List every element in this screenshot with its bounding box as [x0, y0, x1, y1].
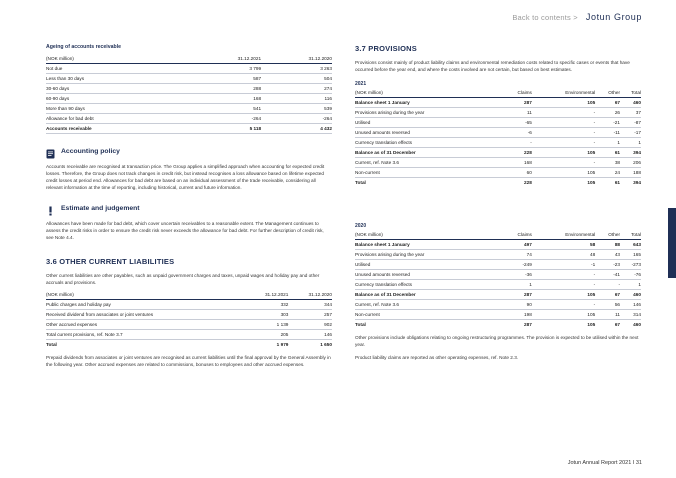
- table-cell: 1 139: [245, 320, 289, 330]
- table-cell: 105: [532, 148, 595, 158]
- table-cell: 394: [633, 179, 641, 185]
- table-cell: 61: [614, 179, 621, 185]
- table-cell: 38: [595, 158, 620, 168]
- table-header-row: [355, 90, 641, 98]
- table-row: [355, 300, 641, 310]
- table-cell: Current, ref. Note 3.6: [355, 300, 502, 310]
- table-cell: -: [532, 158, 595, 168]
- table-cell: -: [595, 280, 620, 290]
- year-2020-label: 2020: [355, 223, 367, 229]
- table-cell: 539: [261, 104, 332, 114]
- table-header-row: [355, 232, 641, 240]
- table-cell: 3 799: [190, 64, 261, 74]
- back-to-contents-link[interactable]: Back to contents >: [512, 12, 578, 22]
- table-cell: 37: [620, 108, 641, 118]
- table-row: [355, 250, 641, 260]
- table-cell: -87: [620, 118, 641, 128]
- table-cell: 1: [595, 138, 620, 148]
- column-header: 31.12.2020: [288, 292, 332, 300]
- table-cell: -: [532, 138, 595, 148]
- table-cell: 287: [524, 321, 532, 327]
- table-header-row: [46, 56, 332, 64]
- table-cell: 902: [288, 320, 332, 330]
- column-header: Other: [595, 90, 620, 98]
- table-cell: -76: [620, 270, 641, 280]
- table-cell: -17: [620, 128, 641, 138]
- table-cell: 146: [288, 330, 332, 340]
- table-cell: -264: [190, 114, 261, 124]
- exclamation-icon: [46, 203, 55, 213]
- column-header: (NOK million): [46, 292, 245, 300]
- table-cell: 105: [587, 321, 596, 327]
- provisions-heading: 3.7 PROVISIONS: [355, 44, 417, 53]
- provisions-note-1: Other provisions include obligations relating to ongoing restructuring programmes. The provision is expected to be utilised within the next year.: [355, 335, 639, 347]
- column-header: Other: [595, 232, 620, 240]
- table-cell: 105: [587, 179, 596, 185]
- column-header: Claims: [502, 232, 532, 240]
- table-cell: 48: [532, 250, 595, 260]
- left-column: [46, 44, 332, 374]
- table-cell: 587: [190, 74, 261, 84]
- table-cell: -273: [620, 260, 641, 270]
- table-cell: Non-current: [355, 310, 502, 320]
- table-cell: Received dividend from associates or joint ventures: [46, 310, 245, 320]
- accounting-policy-label: Accounting policy: [61, 147, 120, 155]
- table-cell: Total: [46, 341, 57, 347]
- table-cell: 394: [620, 148, 641, 158]
- provisions-intro: Provisions consist mainly of product liability claims and environmental remediation costs related to specific cases or events that have occurred before the year end, and where the costs involved are not certain, but based on best estimates.: [355, 60, 630, 72]
- table-cell: 460: [633, 321, 641, 327]
- ageing-table: [46, 56, 332, 134]
- column-header: Environmental: [532, 90, 595, 98]
- table-cell: -65: [502, 118, 532, 128]
- table-cell: 58: [532, 240, 595, 250]
- estimate-text: Allowances have been made for bad debt, which cover uncertain receivables to a reasonable extent. The Management continues to assess the credit risks in order to ensure the credit risk never exceeds the allowance for bad debt. For further description of credit risk, see Note 4.4.: [46, 221, 324, 240]
- table-cell: 168: [190, 94, 261, 104]
- brand-logo: Jotun Group: [585, 12, 642, 22]
- estimate-label: Estimate and judgement: [61, 204, 140, 212]
- table-cell: Utilised: [355, 260, 502, 270]
- table-cell: 228: [524, 179, 532, 185]
- table-cell: More than 90 days: [46, 104, 190, 114]
- table-cell: 332: [245, 300, 289, 310]
- column-header: Environmental: [532, 232, 595, 240]
- top-navigation: [512, 12, 642, 22]
- table-cell: 643: [620, 240, 641, 250]
- accounting-policy-text: Accounts receivable are recognised at transaction price. The Group applies a simplified approach when accounting for expected credit losses. Therefore, the Group does not track changes in credit risk, but instead recognises a loss allowance based on lifetime expected credit losses at period end. Allowances for bad debt are based on an individual assessment of the trade receivable, considering all relevant information at the time of reporting, including historical, current and future information.: [46, 164, 325, 190]
- table-row: [46, 330, 332, 340]
- table-cell: Non-current: [355, 168, 502, 178]
- table-cell: 1: [620, 280, 641, 290]
- table-cell: 74: [502, 250, 532, 260]
- table-cell: -36: [502, 270, 532, 280]
- table-cell: Less than 30 days: [46, 74, 190, 84]
- table-row: [46, 64, 332, 74]
- table-cell: -1: [532, 260, 595, 270]
- table-cell: 274: [261, 84, 332, 94]
- table-cell: 206: [620, 158, 641, 168]
- table-cell: Allowance for bad debt: [46, 114, 190, 124]
- book-icon: [46, 146, 55, 156]
- table-header-row: [46, 292, 332, 300]
- accounting-policy-header: [46, 146, 332, 156]
- table-cell: 504: [261, 74, 332, 84]
- table-cell: -6: [502, 128, 532, 138]
- other-liabilities-intro: Other current liabilities are other payables, such as unpaid government charges and taxes, unpaid wages and holiday pay and other accruals and provisions.: [46, 273, 320, 285]
- table-cell: 105: [532, 290, 595, 300]
- table-cell: -: [502, 138, 532, 148]
- table-cell: 4 432: [261, 124, 332, 134]
- table-cell: Balance sheet 1 January: [355, 98, 502, 108]
- table-cell: 61: [595, 148, 620, 158]
- table-cell: Unused amounts reversed: [355, 128, 502, 138]
- right-column: [355, 44, 641, 367]
- column-header: (NOK million): [355, 232, 502, 240]
- table-cell: Provisions arising during the year: [355, 108, 502, 118]
- ageing-title: Ageing of accounts receivable: [46, 44, 121, 50]
- table-row: [355, 270, 641, 280]
- table-cell: -23: [595, 260, 620, 270]
- table-row: [355, 168, 641, 178]
- table-cell: 287: [502, 98, 532, 108]
- table-cell: 541: [190, 104, 261, 114]
- table-row: [355, 138, 641, 148]
- table-cell: Public charges and holiday pay: [46, 300, 245, 310]
- table-row: [46, 310, 332, 320]
- table-cell: 105: [532, 310, 595, 320]
- table-cell: 67: [595, 98, 620, 108]
- table-row: [355, 240, 641, 250]
- table-cell: 460: [620, 98, 641, 108]
- column-header: Total: [620, 232, 641, 240]
- table-cell: Total current provisions, ref. Note 3.7: [46, 330, 245, 340]
- table-row: [355, 148, 641, 158]
- table-cell: 1 650: [320, 341, 332, 347]
- table-cell: 198: [502, 310, 532, 320]
- table-cell: -264: [261, 114, 332, 124]
- table-cell: 303: [245, 310, 289, 320]
- table-cell: Unused amounts reversed: [355, 270, 502, 280]
- table-row: [46, 340, 332, 350]
- table-row: [355, 98, 641, 108]
- table-cell: 146: [620, 300, 641, 310]
- table-cell: Currency translation effects: [355, 138, 502, 148]
- table-cell: -: [532, 118, 595, 128]
- table-cell: 105: [532, 98, 595, 108]
- table-row: [355, 310, 641, 320]
- column-header: Claims: [502, 90, 532, 98]
- provisions-2021-table: [355, 90, 641, 187]
- table-cell: 90: [502, 300, 532, 310]
- estimate-header: [46, 203, 332, 213]
- table-cell: 11: [595, 310, 620, 320]
- column-header: (NOK million): [355, 90, 502, 98]
- table-cell: 344: [288, 300, 332, 310]
- table-cell: Balance as of 31 December: [355, 290, 502, 300]
- table-row: [46, 84, 332, 94]
- table-row: [46, 124, 332, 134]
- column-header: Total: [620, 90, 641, 98]
- table-cell: Balance sheet 1 January: [355, 240, 502, 250]
- table-cell: -41: [595, 270, 620, 280]
- table-row: [355, 178, 641, 188]
- table-row: [46, 104, 332, 114]
- column-header: (NOK million): [46, 56, 190, 64]
- table-cell: 1: [502, 280, 532, 290]
- other-liabilities-table: [46, 292, 332, 349]
- table-cell: Provisions arising during the year: [355, 250, 502, 260]
- table-row: [355, 128, 641, 138]
- other-liabilities-heading: 3.6 OTHER CURRENT LIABILITIES: [46, 257, 175, 266]
- column-header: 31.12.2021: [245, 292, 289, 300]
- table-cell: 24: [595, 168, 620, 178]
- table-cell: 88: [595, 240, 620, 250]
- table-cell: 105: [532, 168, 595, 178]
- year-2021-label: 2021: [355, 81, 367, 87]
- table-cell: Other accrued expenses: [46, 320, 245, 330]
- provisions-note-2: Product liability claims are reported as other operating expenses, ref. Note 2.3.: [355, 355, 519, 360]
- table-cell: 60-90 days: [46, 94, 190, 104]
- table-row: [46, 300, 332, 310]
- table-cell: Utilised: [355, 118, 502, 128]
- table-cell: 60: [502, 168, 532, 178]
- table-cell: 257: [288, 310, 332, 320]
- column-header: 31.12.2021: [190, 56, 261, 64]
- table-cell: 205: [245, 330, 289, 340]
- table-cell: 3 263: [261, 64, 332, 74]
- table-cell: 116: [261, 94, 332, 104]
- table-cell: 314: [620, 310, 641, 320]
- table-row: [46, 74, 332, 84]
- table-cell: 1: [620, 138, 641, 148]
- table-cell: Total: [355, 321, 366, 327]
- table-row: [355, 118, 641, 128]
- table-row: [46, 114, 332, 124]
- table-row: [355, 108, 641, 118]
- table-cell: 188: [620, 168, 641, 178]
- table-cell: 56: [595, 300, 620, 310]
- table-cell: 460: [620, 290, 641, 300]
- page-footer: Jotun Annual Report 2021 I 31: [567, 460, 642, 466]
- table-cell: Total: [355, 179, 366, 185]
- table-row: [46, 94, 332, 104]
- table-cell: 43: [595, 250, 620, 260]
- table-cell: -: [532, 300, 595, 310]
- table-cell: Not due: [46, 64, 190, 74]
- provisions-2020-table: [355, 232, 641, 329]
- table-cell: 497: [502, 240, 532, 250]
- table-cell: 168: [502, 158, 532, 168]
- table-cell: 67: [614, 321, 621, 327]
- table-cell: 67: [595, 290, 620, 300]
- side-tab[interactable]: [668, 208, 676, 278]
- table-cell: -11: [595, 128, 620, 138]
- table-row: [355, 320, 641, 330]
- table-row: [355, 158, 641, 168]
- table-cell: -249: [502, 260, 532, 270]
- table-cell: 26: [595, 108, 620, 118]
- table-row: [355, 290, 641, 300]
- table-cell: 228: [502, 148, 532, 158]
- table-cell: 30-60 days: [46, 84, 190, 94]
- table-cell: 1 979: [276, 341, 289, 347]
- table-cell: -: [532, 280, 595, 290]
- table-cell: 165: [620, 250, 641, 260]
- table-row: [46, 320, 332, 330]
- table-row: [355, 260, 641, 270]
- table-cell: Current, ref. Note 3.6: [355, 158, 502, 168]
- table-cell: -: [532, 128, 595, 138]
- table-cell: -: [532, 108, 595, 118]
- column-header: 31.12.2020: [261, 56, 332, 64]
- table-cell: 288: [190, 84, 261, 94]
- other-liabilities-note: Prepaid dividends from associates or joint ventures are recognised as current liabilities until the final approval by the General Assembly in the following year. Other accrued expenses are related to commissions, bonuses to employees and other accrued expenses.: [46, 355, 331, 367]
- table-cell: -21: [595, 118, 620, 128]
- table-cell: 5 118: [190, 124, 261, 134]
- table-cell: Accounts receivable: [46, 124, 190, 134]
- table-cell: 11: [502, 108, 532, 118]
- table-cell: 287: [502, 290, 532, 300]
- table-cell: -: [532, 270, 595, 280]
- table-row: [355, 280, 641, 290]
- table-cell: Currency translation effects: [355, 280, 502, 290]
- table-cell: Balance as of 31 December: [355, 148, 502, 158]
